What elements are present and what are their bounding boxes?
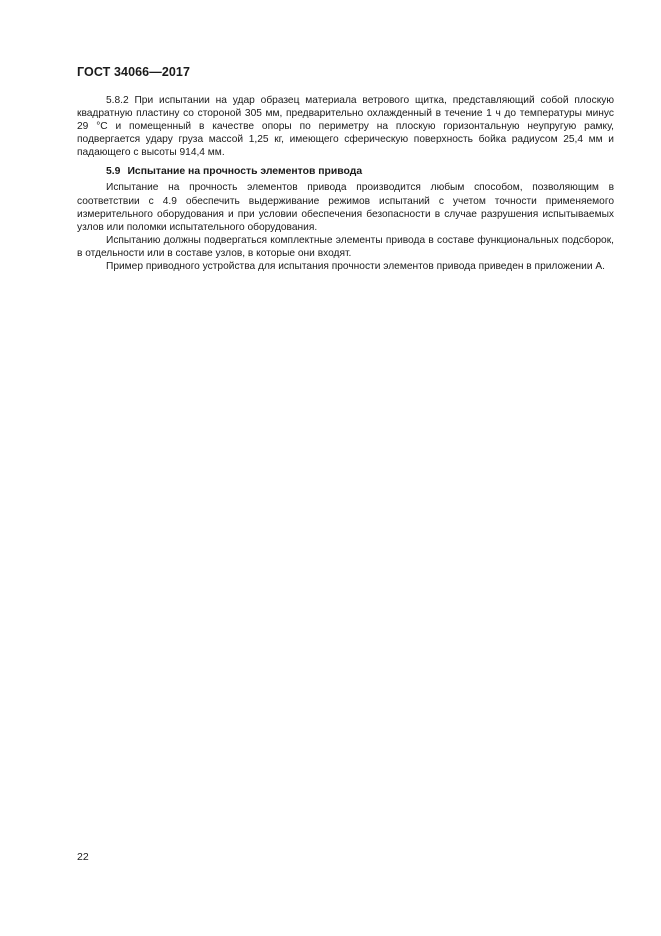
section-title: Испытание на прочность элементов привода <box>127 166 363 178</box>
paragraph-complete-elements: Испытанию должны подвергаться комплектные элементы привода в составе функциональных подсборок, в отдельности или в составе узлов, в которые они входят. <box>77 234 614 259</box>
page-number: 22 <box>77 851 89 863</box>
section-number: 5.9 <box>106 166 121 178</box>
document-body <box>77 94 614 273</box>
document-header: ГОСТ 34066—2017 <box>77 65 191 79</box>
section-heading-5-9 <box>77 165 614 178</box>
paragraph-strength-test-method: Испытание на прочность элементов привода производится любым способом, позволяющим в соответствии с 4.9 обеспечить выдерживание режимов испытаний с учетом точности применяемого измерительного оборудования и при условии обеспечения безопасности в случае разрушения испытываемых узлов или поломки испытательного оборудования. <box>77 182 614 233</box>
paragraph-5-8-2: 5.8.2 При испытании на удар образец материала ветрового щитка, представляющий собой плоскую квадратную пластину со стороной 305 мм, предварительно охлажденный в течение 1 ч до температуры минус 29 °С и помещенный в качестве опоры по периметру на плоскую горизонтальную неупругую рамку, подвергается удару груза массой 1,25 кг, имеющего сферическую поверхность бойка радиусом 25,4 мм и падающего с высоты 914,4 мм. <box>77 95 614 159</box>
paragraph-appendix-reference: Пример приводного устройства для испытания прочности элементов привода приведен в приложении А. <box>106 261 605 273</box>
